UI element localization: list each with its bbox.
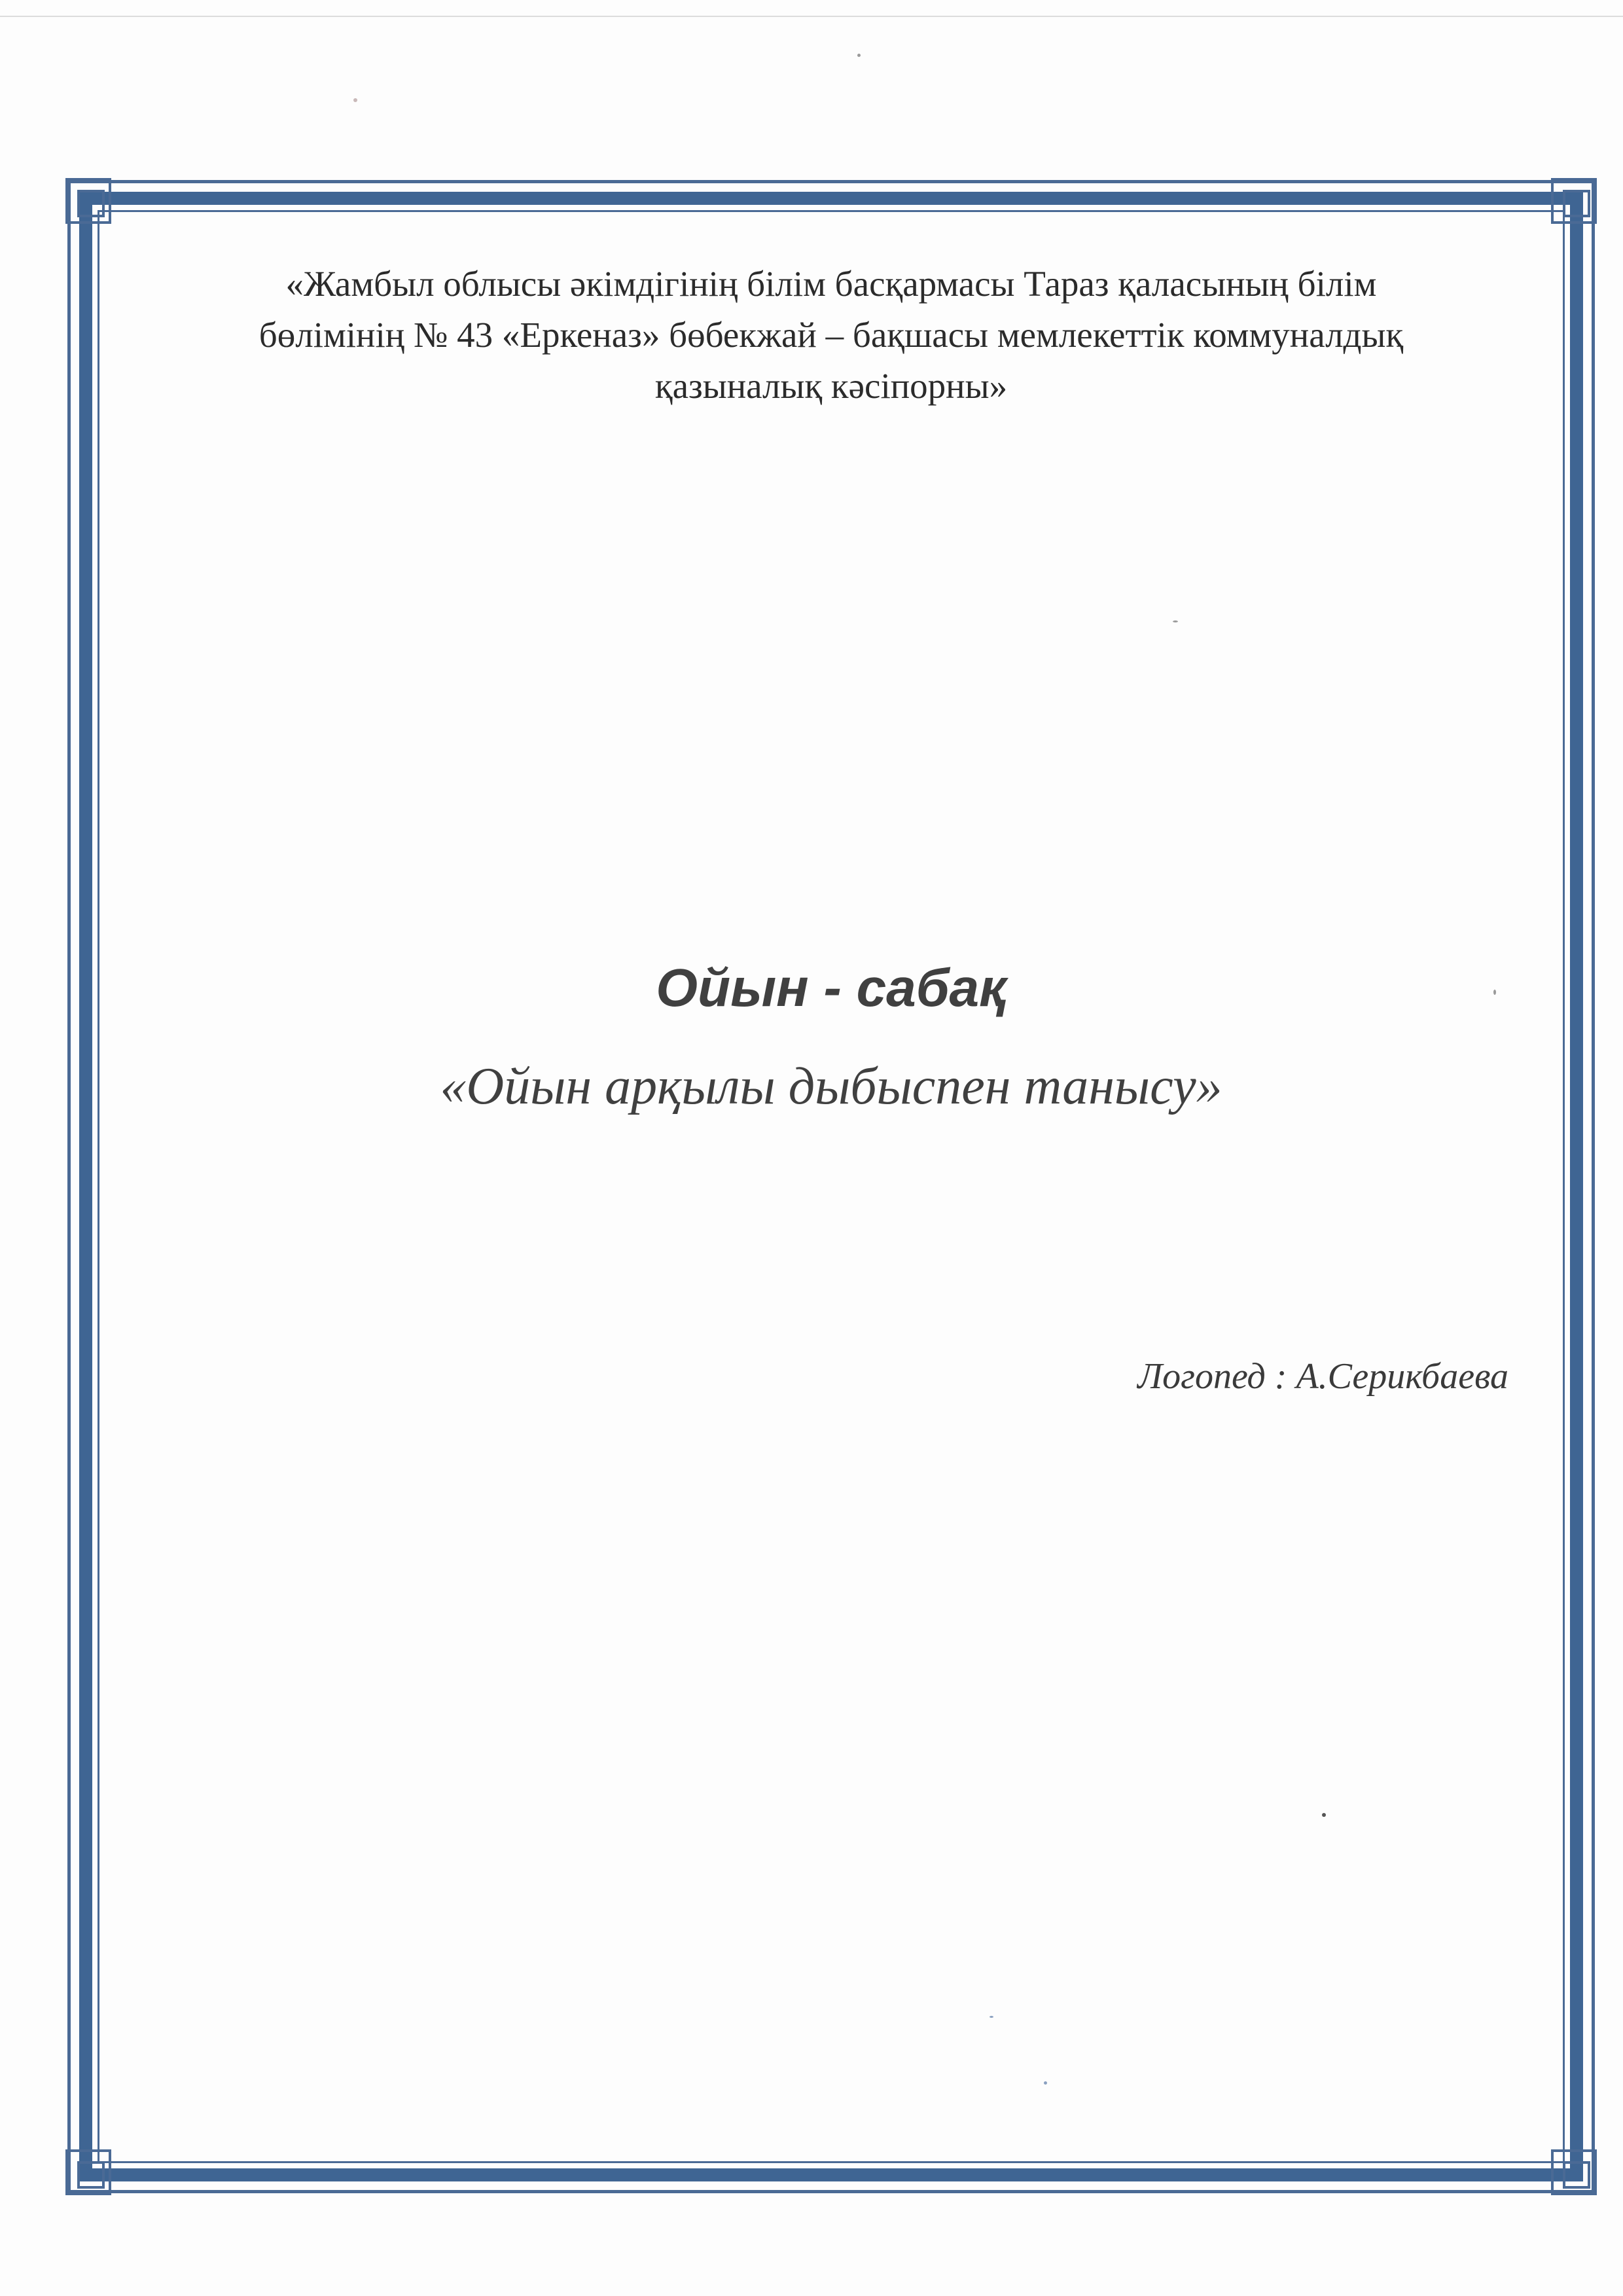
scan-speck — [1322, 1813, 1326, 1817]
header-line: бөлімінің № 43 «Еркеназ» бөбекжай – бақшасы мемлекеттік коммуналдық — [259, 315, 1404, 355]
scan-speck — [1044, 2081, 1047, 2085]
scan-speck — [857, 54, 861, 57]
frame-corner-ornament — [1551, 2149, 1597, 2195]
document-title: Ойын - сабақ — [656, 958, 1007, 1018]
frame-corner-ornament — [65, 178, 111, 224]
scan-speck — [1493, 990, 1496, 995]
author-line: Логопед : А.Серикбаева — [1137, 1356, 1508, 1397]
scan-speck — [990, 2016, 993, 2018]
header-line: «Жамбыл облысы әкімдігінің білім басқармасы Тараз қаласының білім — [285, 264, 1377, 304]
header-line: қазыналық кәсіпорны» — [654, 366, 1008, 406]
scan-speck — [1173, 620, 1178, 622]
institution-header — [131, 259, 1531, 412]
document-subtitle: «Ойын арқылы дыбыспен танысу» — [440, 1058, 1222, 1115]
scan-speck — [353, 98, 357, 102]
frame-corner-ornament — [1551, 178, 1597, 224]
frame-corner-ornament — [65, 2149, 111, 2195]
page-frame-inner — [98, 210, 1565, 2163]
scan-edge-line — [0, 16, 1623, 17]
